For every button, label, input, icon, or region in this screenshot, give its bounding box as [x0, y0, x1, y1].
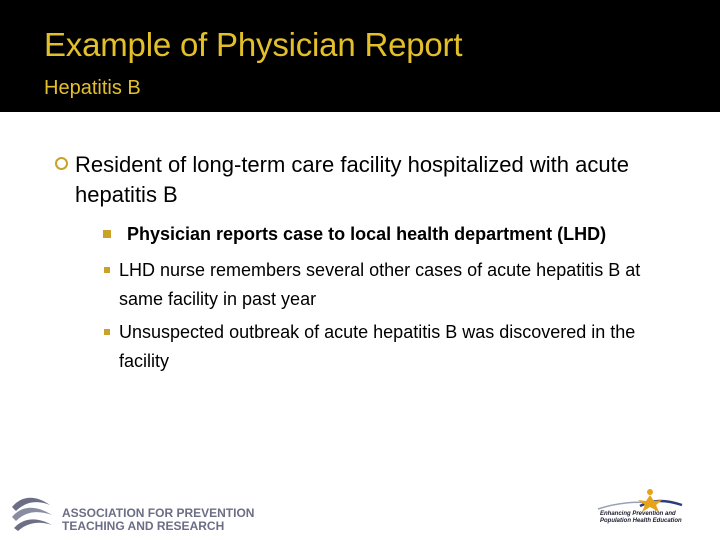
bullet-level3-item: Unsuspected outbreak of acute hepatitis B was discovered in the facility: [119, 322, 636, 371]
slide-subtitle: Hepatitis B: [44, 77, 141, 99]
org-name-line: ASSOCIATION FOR PREVENTION: [62, 506, 255, 520]
bullet-level3-item: LHD nurse remembers several other cases of acute hepatitis B at same facility in past year: [119, 260, 641, 309]
bullet-level1: Resident of long-term care facility hospitalized with acute hepatitis B: [75, 152, 629, 207]
square-bullet-icon: [103, 230, 111, 238]
slide-title: Example of Physician Report: [44, 26, 463, 63]
tagline: [600, 511, 696, 525]
aptr-logo-icon: [10, 495, 55, 533]
bullet-level2: Physician reports case to local health department (LHD): [127, 224, 607, 244]
small-square-bullet-icon: [104, 267, 110, 273]
small-square-bullet-icon: [104, 329, 110, 335]
tagline-line: Population Health Education: [600, 518, 682, 524]
org-name-line: TEACHING AND RESEARCH: [62, 519, 225, 533]
org-name: [62, 507, 254, 533]
tagline-line: Enhancing Prevention and: [600, 511, 676, 517]
circle-bullet-icon: [55, 157, 68, 170]
